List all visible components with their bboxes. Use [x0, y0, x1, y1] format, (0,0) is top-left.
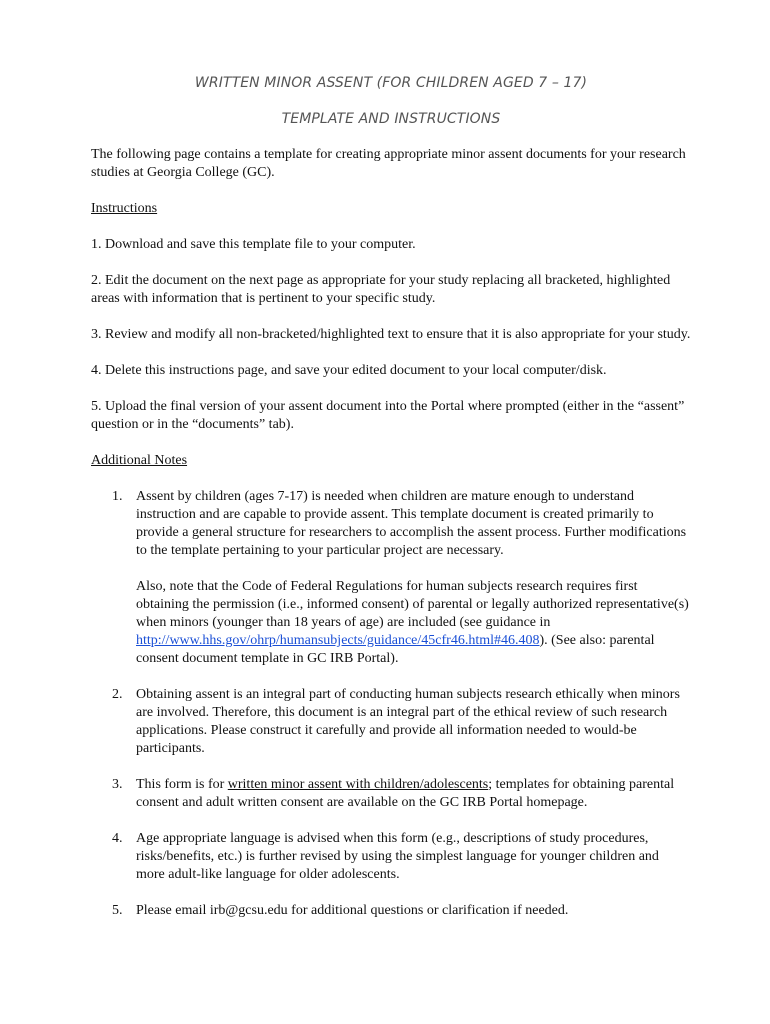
intro-paragraph: The following page contains a template for creating appropriate minor assent documents for your research studies at Georgia College (GC). — [91, 147, 686, 180]
instruction-step-2: 2. Edit the document on the next page as appropriate for your study replacing all bracketed, highlighted areas with information that is pertinent to your specific study. — [91, 273, 671, 306]
instruction-step-5: 5. Upload the final version of your assent document into the Portal where prompted (either in the “assent” question or in the “documents” tab). — [91, 399, 685, 432]
note-number: 2. — [112, 687, 123, 702]
note-item-4 — [91, 830, 691, 884]
note-number: 1. — [112, 489, 123, 504]
document-title: WRITTEN MINOR ASSENT (FOR CHILDREN AGED 7 – 17) — [194, 75, 588, 91]
hhs-guidance-link[interactable]: http://www.hhs.gov/ohrp/humansubjects/guidance/45cfr46.html#46.408 — [136, 633, 540, 648]
note-extra-text-after-link: ). (See also: parental consent document template in GC IRB Portal). — [136, 633, 655, 666]
note-text: Age appropriate language is advised when this form (e.g., descriptions of study procedures, risks/benefits, etc.) is further revised by using the simplest language for younger children and more adult-like language for older adolescents. — [136, 831, 659, 882]
note-number: 4. — [112, 831, 123, 846]
note-text-before-underline: This form is for — [136, 777, 228, 792]
note-text-after-underline: ; templates for obtaining parental consent and adult written consent are available on the GC IRB Portal homepage. — [136, 777, 675, 810]
note-extra-text-before-link: Also, note that the Code of Federal Regulations for human subjects research requires first obtaining the permission (i.e., informed consent) of parental or legally authorized representative(s) when minors (younger than 18 years of age) are included (see guidance in — [136, 579, 689, 630]
note-text: Assent by children (ages 7-17) is needed when children are mature enough to understand instruction and are capable to provide assent. This template document is created primarily to provide a general structure for researchers to accomplish the assent process. Further modifications to the template pertaining to your particular project are necessary. — [136, 489, 687, 558]
instruction-step-3: 3. Review and modify all non-bracketed/highlighted text to ensure that it is also appropriate for your study. — [91, 327, 691, 342]
instruction-step-4: 4. Delete this instructions page, and save your edited document to your local computer/disk. — [91, 363, 607, 378]
document-page — [91, 74, 691, 920]
note-text — [136, 776, 691, 812]
instruction-step-1: 1. Download and save this template file to your computer. — [91, 237, 416, 252]
note-item-1 — [91, 488, 691, 668]
note-number: 3. — [112, 777, 123, 792]
note-item-3 — [91, 776, 691, 812]
note-extra-paragraph — [136, 578, 691, 668]
note-underlined-text: written minor assent with children/adolescents — [227, 777, 489, 792]
note-text: Please email irb@gcsu.edu for additional questions or clarification if needed. — [136, 903, 569, 918]
note-number: 5. — [112, 903, 123, 918]
additional-notes-list — [91, 488, 691, 920]
note-text: Obtaining assent is an integral part of conducting human subjects research ethically when minors are involved. Therefore, this document is an integral part of the ethical review of such research applications. Please construct it carefully and provide all information needed to would-be participants. — [136, 687, 680, 756]
instructions-heading: Instructions — [91, 201, 158, 216]
note-item-2 — [91, 686, 691, 758]
document-subtitle: TEMPLATE AND INSTRUCTIONS — [281, 111, 501, 127]
note-item-5 — [91, 902, 691, 920]
additional-notes-heading: Additional Notes — [91, 453, 188, 468]
